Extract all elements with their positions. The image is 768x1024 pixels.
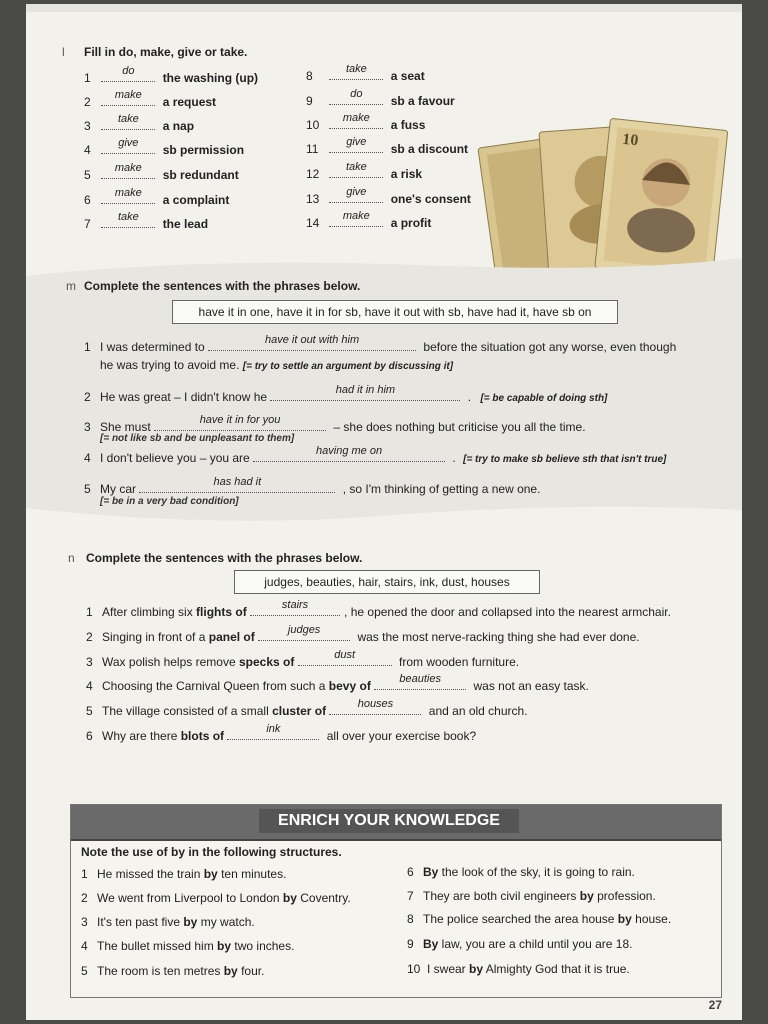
m-note-3: [= not like sb and be unpleasant to them] (100, 433, 295, 444)
l-item-10: 10 make a fuss (306, 112, 426, 132)
enrich-item-8: 8 The police searched the area house by house. (407, 912, 672, 926)
exercise-l-letter: l (62, 45, 65, 59)
l-item-12: 12 take a risk (306, 161, 423, 181)
m-blank-3[interactable]: have it in for you (154, 418, 326, 431)
exercise-m-letter: m (66, 279, 76, 293)
l-item-3: 3 take a nap (84, 113, 195, 133)
l-item-9: 9 do sb a favour (306, 88, 455, 108)
n-blank-3[interactable]: dust (298, 653, 392, 666)
l-blank-7[interactable]: take (101, 215, 155, 228)
n-blank-4[interactable]: beauties (374, 677, 466, 690)
l-item-11: 11 give sb a discount (306, 136, 469, 156)
l-blank-10[interactable]: make (329, 116, 383, 129)
l-item-2: 2 make a request (84, 89, 217, 109)
l-item-5: 5 make sb redundant (84, 162, 239, 182)
l-item-14: 14 make a profit (306, 210, 432, 230)
l-blank-6[interactable]: make (101, 191, 155, 204)
enrich-your-knowledge-panel (70, 804, 722, 998)
enrich-title-bar (71, 805, 721, 841)
enrich-intro: Note the use of by in the following structures. (81, 845, 342, 859)
n-item-1: 1 After climbing six flights of stairs , he opened the door and collapsed into the nearest armchair. (86, 599, 671, 619)
enrich-item-9: 9 By law, you are a child until you are 18. (407, 937, 633, 951)
m-sentence-1: 1 I was determined to have it out with him before the situation got any worse, even though (84, 334, 677, 354)
exercise-m-instruction: Complete the sentences with the phrases below. (84, 279, 361, 293)
l-blank-13[interactable]: give (329, 190, 383, 203)
exercise-n-letter: n (68, 551, 75, 565)
exercise-l-instruction: Fill in do, make, give or take. (84, 45, 248, 59)
l-item-6: 6 make a complaint (84, 187, 230, 207)
n-item-2: 2 Singing in front of a panel of judges was the most nerve-racking thing she had ever done. (86, 624, 640, 644)
l-blank-12[interactable]: take (329, 165, 383, 178)
l-blank-3[interactable]: take (101, 117, 155, 130)
m-sentence-4: 4 I don't believe you – you are having me on . [= try to make sb believe sth that isn't true] (84, 445, 667, 465)
m-sentence-5: 5 My car has had it , so I'm thinking of getting a new one. (84, 476, 541, 496)
m-sentence-1-cont: he was trying to avoid me. [= try to settle an argument by discussing it] (100, 358, 454, 372)
enrich-title: ENRICH YOUR KNOWLEDGE (259, 809, 519, 833)
enrich-item-7: 7 They are both civil engineers by profession. (407, 889, 656, 903)
l-blank-11[interactable]: give (329, 140, 383, 153)
l-blank-2[interactable]: make (101, 93, 155, 106)
page-top-shadow (26, 4, 742, 12)
phrase-box-m: have it in one, have it in for sb, have it out with sb, have had it, have sb on (172, 300, 618, 324)
l-item-13: 13 give one's consent (306, 186, 471, 206)
enrich-item-5: 5 The room is ten metres by four. (81, 964, 265, 978)
l-item-4: 4 give sb permission (84, 137, 245, 157)
phrase-box-n: judges, beauties, hair, stairs, ink, dust, houses (234, 570, 540, 594)
m-blank-2[interactable]: had it in him (270, 388, 460, 401)
l-blank-8[interactable]: take (329, 67, 383, 80)
page-number: 27 (708, 998, 722, 1012)
n-item-3: 3 Wax polish helps remove specks of dust from wooden furniture. (86, 649, 520, 669)
l-blank-14[interactable]: make (329, 214, 383, 227)
l-blank-1[interactable]: do (101, 69, 155, 82)
enrich-item-3: 3 It's ten past five by my watch. (81, 915, 255, 929)
banknotes-illustration (470, 112, 730, 280)
enrich-item-2: 2 We went from Liverpool to London by Coventry. (81, 891, 351, 905)
exercise-n-instruction: Complete the sentences with the phrases below. (86, 551, 363, 565)
m-sentence-2: 2 He was great – I didn't know he had it in him . [= be capable of doing sth] (84, 384, 608, 404)
m-blank-4[interactable]: having me on (253, 449, 445, 462)
l-item-7: 7 take the lead (84, 211, 209, 231)
enrich-item-1: 1 He missed the train by ten minutes. (81, 867, 287, 881)
m-blank-1[interactable]: have it out with him (208, 338, 416, 351)
l-blank-5[interactable]: make (101, 166, 155, 179)
l-item-8: 8 take a seat (306, 63, 425, 83)
n-blank-6[interactable]: ink (227, 727, 319, 740)
l-blank-9[interactable]: do (329, 92, 383, 105)
m-note-5: [= be in a very bad condition] (100, 496, 239, 507)
m-blank-5[interactable]: has had it (139, 480, 335, 493)
n-item-5: 5 The village consisted of a small cluster of houses and an old church. (86, 698, 528, 718)
enrich-item-6: 6 By the look of the sky, it is going to rain. (407, 865, 635, 879)
n-item-6: 6 Why are there blots of ink all over your exercise book? (86, 723, 477, 743)
n-item-4: 4 Choosing the Carnival Queen from such a bevy of beauties was not an easy task. (86, 673, 589, 693)
l-item-1: 1 do the washing (up) (84, 65, 259, 85)
banknote-front (595, 118, 728, 280)
l-blank-4[interactable]: give (101, 141, 155, 154)
svg-text:10: 10 (621, 130, 640, 150)
n-blank-5[interactable]: houses (329, 702, 421, 715)
n-blank-1[interactable]: stairs (250, 603, 340, 616)
enrich-item-10: 10 I swear by Almighty God that it is true. (407, 962, 630, 976)
enrich-item-4: 4 The bullet missed him by two inches. (81, 939, 295, 953)
m-sentence-3: 3 She must have it in for you – she does nothing but criticise you all the time. (84, 414, 586, 434)
n-blank-2[interactable]: judges (258, 628, 350, 641)
